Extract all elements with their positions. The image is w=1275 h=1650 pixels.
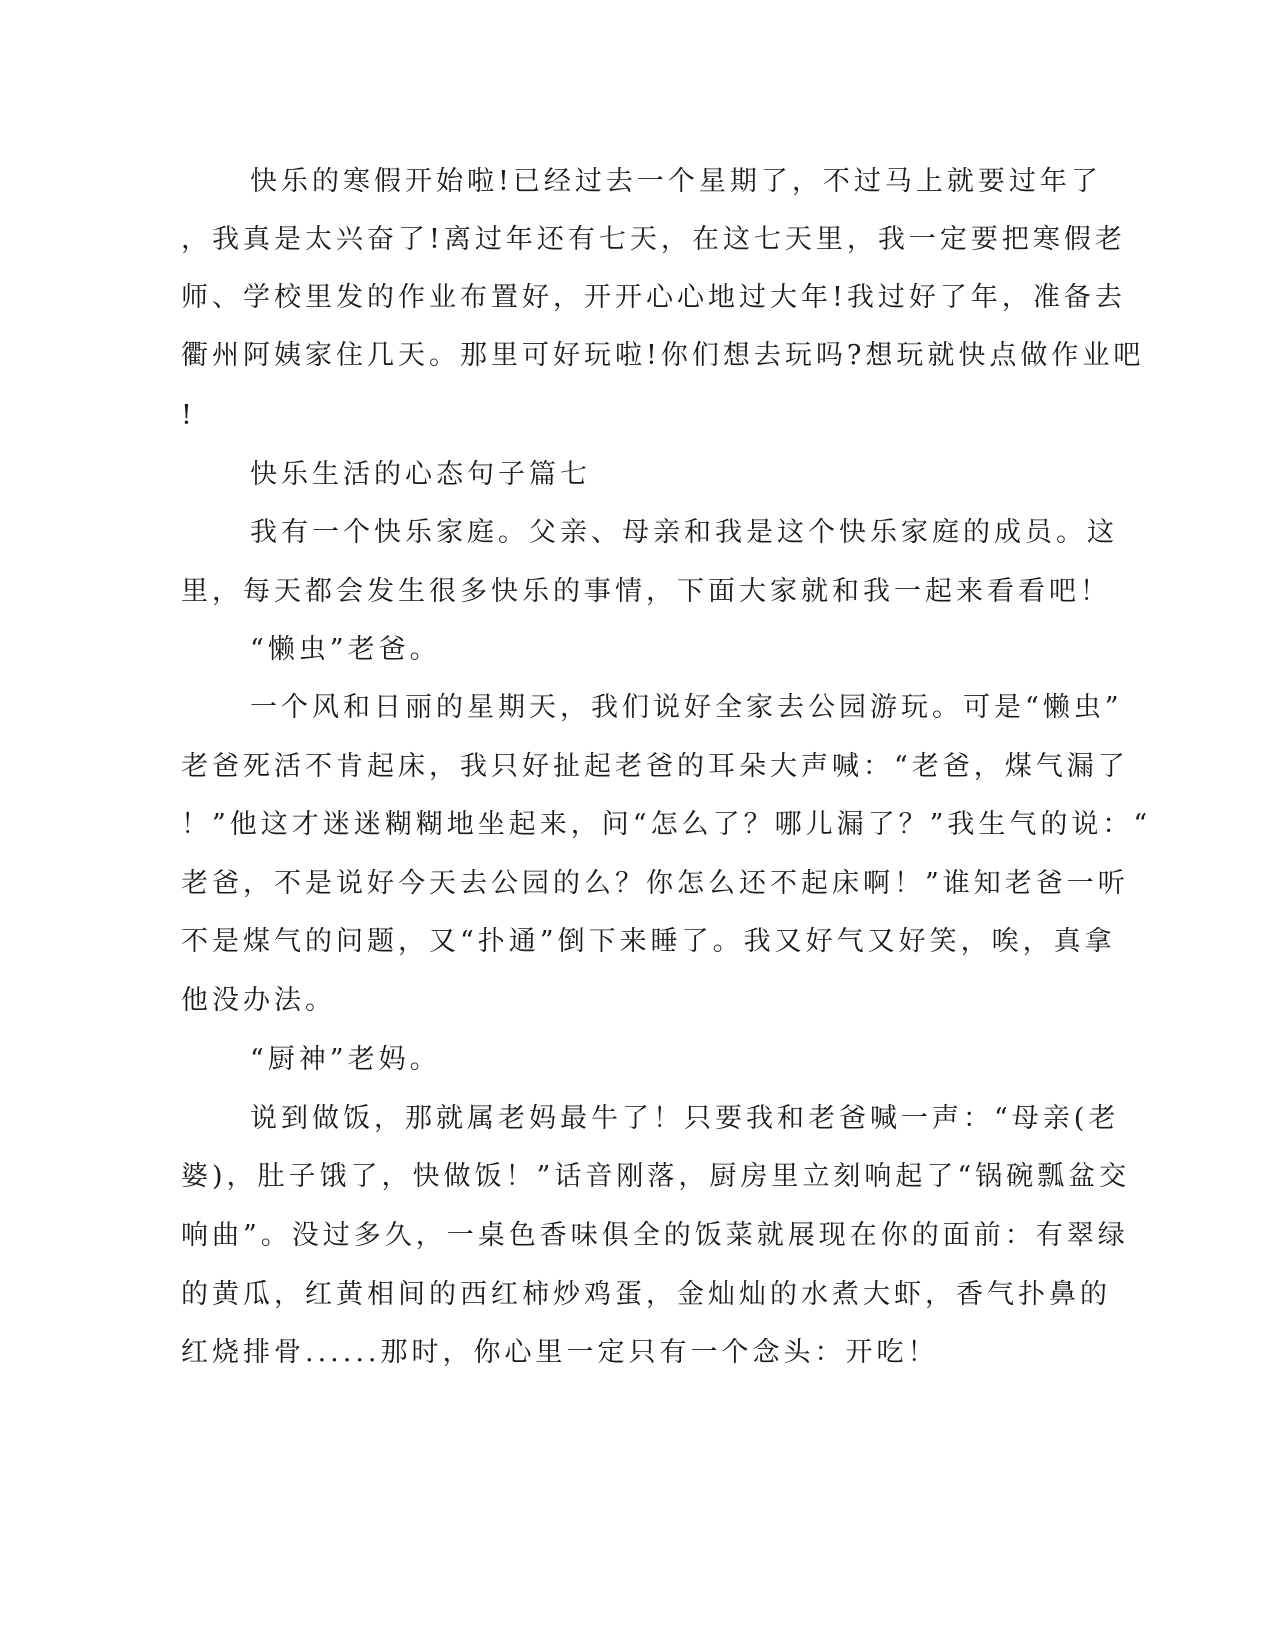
paragraph-2-line-1: 我有一个快乐家庭。父亲、母亲和我是这个快乐家庭的成员。这 [250,517,1118,548]
paragraph-3-line-6: 他没办法。 [181,985,336,1016]
paragraph-4-line-1: 说到做饭，那就属老妈最牛了！只要我和老爸喊一声：“母亲(老 [250,1103,1120,1134]
paragraph-3-line-3: ！”他这才迷迷糊糊地坐起来，问“怎么了？哪儿漏了？”我生气的说：“ [181,809,1152,840]
paragraph-1-line-2: ，我真是太兴奋了!离过年还有七天，在这七天里，我一定要把寒假老 [181,224,1126,255]
subheading-lazy-dad: “懒虫”老爸。 [250,634,441,665]
paragraph-2-line-2: 里，每天都会发生很多快乐的事情，下面大家就和我一起来看看吧！ [181,576,1111,607]
section-heading: 快乐生活的心态句子篇七 [250,459,591,490]
paragraph-1-line-1: 快乐的寒假开始啦!已经过去一个星期了，不过马上就要过年了 [250,166,1102,197]
paragraph-4-line-2: 婆)，肚子饿了，快做饭！”话音刚落，厨房里立刻响起了“锅碗瓢盆交 [181,1161,1131,1192]
subheading-chef-mom: “厨神”老妈。 [250,1044,441,1075]
paragraph-4-line-5: 红烧排骨......那时，你心里一定只有一个念头：开吃！ [181,1337,939,1368]
paragraph-1-line-5: ! [181,400,196,431]
paragraph-3-line-2: 老爸死活不肯起床，我只好扯起老爸的耳朵大声喊：“老爸，煤气漏了 [181,751,1129,782]
paragraph-3-line-1: 一个风和日丽的星期天，我们说好全家去公园游玩。可是“懒虫” [250,692,1123,723]
paragraph-1-line-4: 衢州阿姨家住几天。那里可好玩啦!你们想去玩吗?想玩就快点做作业吧 [181,340,1145,371]
paragraph-3-line-5: 不是煤气的问题，又“扑通”倒下来睡了。我又好气又好笑，唉，真拿 [181,926,1116,957]
paragraph-4-line-3: 响曲”。没过多久，一桌色香味俱全的饭菜就展现在你的面前：有翠绿 [181,1220,1129,1251]
paragraph-3-line-4: 老爸，不是说好今天去公园的么？你怎么还不起床啊！”谁知老爸一听 [181,868,1129,899]
paragraph-1-line-3: 师、学校里发的作业布置好，开开心心地过大年!我过好了年，准备去 [181,282,1126,313]
paragraph-4-line-4: 的黄瓜，红黄相间的西红柿炒鸡蛋，金灿灿的水煮大虾，香气扑鼻的 [181,1279,1111,1310]
